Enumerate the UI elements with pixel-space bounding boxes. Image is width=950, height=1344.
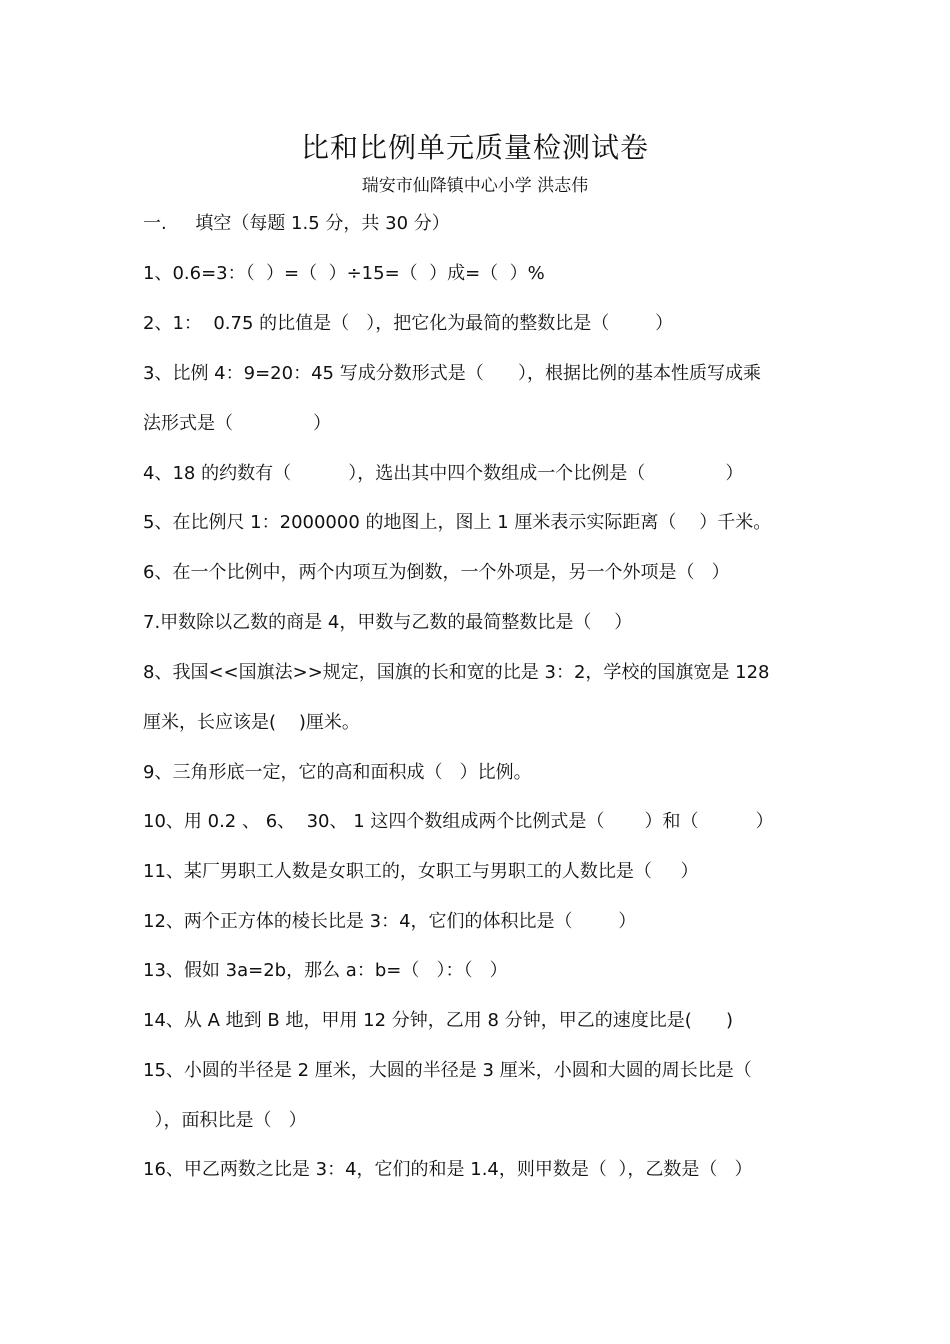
question-8: 8、我国<<国旗法>>规定，国旗的长和宽的比是 3：2，学校的国旗宽是 128 xyxy=(143,662,770,683)
question-5: 5、在比例尺 1：2000000 的地图上，图上 1 厘米表示实际距离（ ）千米。 xyxy=(143,512,772,533)
question-10: 10、用 0.2 、 6、 30、 1 这四个数组成两个比例式是（ ）和（ ） xyxy=(143,811,774,832)
question-2: 2、1： 0.75 的比值是（ ），把它化为最简的整数比是（ ） xyxy=(143,313,674,334)
question-7: 7.甲数除以乙数的商是 4，甲数与乙数的最简整数比是（ ） xyxy=(143,612,633,633)
question-11: 11、某厂男职工人数是女职工的，女职工与男职工的人数比是（ ） xyxy=(143,861,699,882)
page-subtitle: 瑞安市仙降镇中心小学 洪志伟 xyxy=(361,176,589,196)
question-14: 14、从 A 地到 B 地，甲用 12 分钟，乙用 8 分钟，甲乙的速度比是( ) xyxy=(143,1010,734,1031)
question-6: 6、在一个比例中，两个内项互为倒数，一个外项是，另一个外项是（ ） xyxy=(143,562,730,583)
question-13: 13、假如 3a=2b，那么 a：b=（ ）：（ ） xyxy=(143,960,508,981)
question-9: 9、三角形底一定，它的高和面积成（ ）比例。 xyxy=(143,762,532,783)
question-3: 3、比例 4：9=20：45 写成分数形式是（ ），根据比例的基本性质写成乘 xyxy=(143,363,762,384)
question-8-continued: 厘米，长应该是( )厘米。 xyxy=(143,712,360,733)
page-title: 比和比例单元质量检测试卷 xyxy=(300,131,649,164)
question-15-continued: ），面积比是（ ） xyxy=(143,1110,307,1131)
question-16: 16、甲乙两数之比是 3：4，它们的和是 1.4，则甲数是（ ），乙数是（ ） xyxy=(143,1159,753,1180)
question-3-continued: 法形式是（ ） xyxy=(143,413,332,434)
question-1: 1、0.6=3：（ ）=（ ）÷15=（ ）成=（ ）% xyxy=(143,263,545,284)
question-4: 4、18 的约数有（ ），选出其中四个数组成一个比例是（ ） xyxy=(143,463,744,484)
question-15: 15、小圆的半径是 2 厘米，大圆的半径是 3 厘米，小圆和大圆的周长比是（ xyxy=(143,1060,752,1081)
question-12: 12、两个正方体的棱长比是 3：4，它们的体积比是（ ） xyxy=(143,911,637,932)
section-heading: 一. 填空（每题 1.5 分，共 30 分） xyxy=(143,213,450,234)
